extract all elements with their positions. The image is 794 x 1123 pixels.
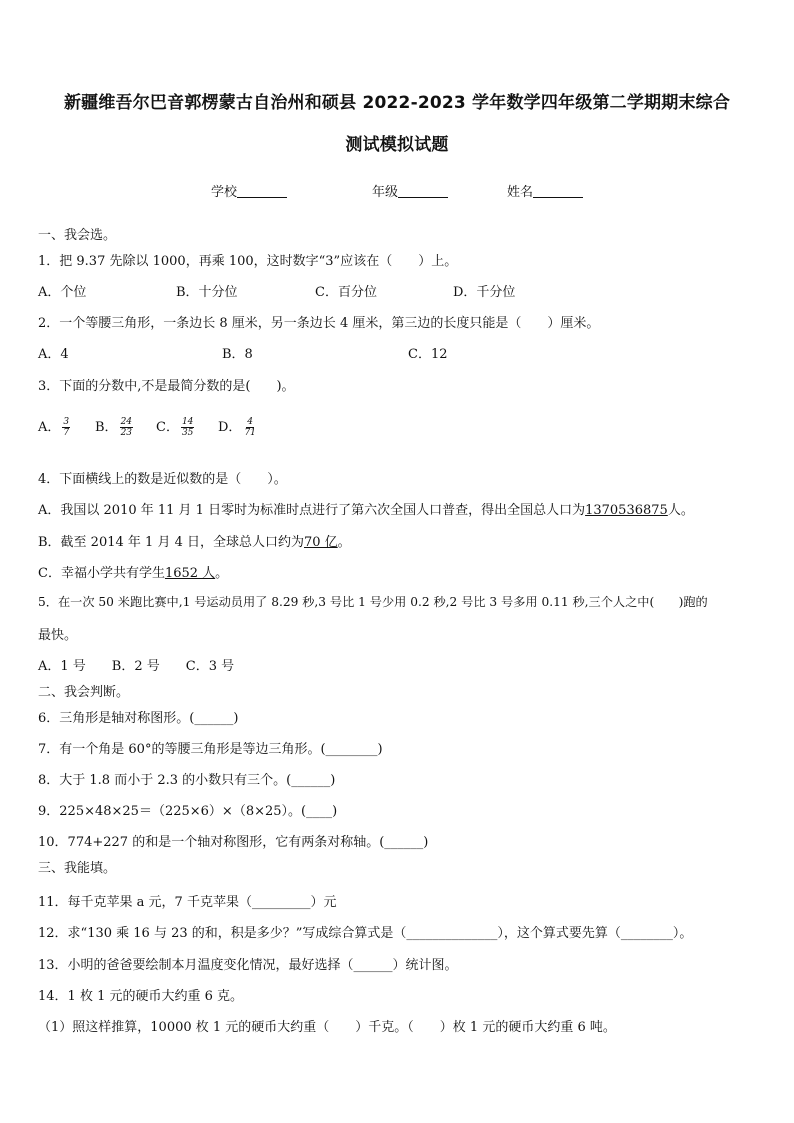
q4-b-suffix: 。 bbox=[337, 535, 351, 550]
q3-fraction-a bbox=[62, 417, 70, 438]
q3-b-denominator: 23 bbox=[120, 428, 133, 438]
section-heading-choice: 一、我会选。 bbox=[38, 228, 117, 243]
q4-a-text: A．我国以 2010 年 11 月 1 日零时为标准时点进行了第六次全国人口普查，得出全国总人口为 bbox=[38, 503, 586, 518]
q1-option-a[interactable]: A．个位 bbox=[38, 285, 87, 300]
question-5-cont: 最快。 bbox=[38, 628, 78, 643]
grade-field bbox=[372, 181, 448, 200]
q3-a-denominator: 7 bbox=[63, 428, 70, 438]
q3-option-c-label: C． bbox=[156, 420, 179, 435]
question-2: 2．一个等腰三角形，一条边长 8 厘米，另一条边长 4 厘米，第三边的长度只能是（ ）厘米。 bbox=[38, 316, 600, 331]
q4-a-number: 1370536875 bbox=[585, 503, 668, 518]
question-6: 6．三角形是轴对称图形。(______) bbox=[38, 711, 239, 726]
q3-d-numerator: 4 bbox=[247, 417, 254, 427]
q1-option-d[interactable]: D．千分位 bbox=[453, 285, 516, 300]
question-4: 4．下面横线上的数是近似数的是（ ）。 bbox=[38, 472, 287, 487]
q3-option-c[interactable] bbox=[156, 416, 194, 438]
q3-c-numerator: 14 bbox=[181, 417, 194, 427]
q4-a-suffix: 人。 bbox=[667, 503, 694, 518]
question-3: 3．下面的分数中,不是最简分数的是( )。 bbox=[38, 379, 295, 394]
q3-fraction-b bbox=[120, 417, 133, 438]
q2-option-b[interactable]: B．8 bbox=[222, 347, 253, 362]
question-11: 11．每千克苹果 a 元，7 千克苹果（_________）元 bbox=[38, 895, 337, 910]
question-5: 5．在一次 50 米跑比赛中,1 号运动员用了 8.29 秒,3 号比 1 号少用 0.2 秒,2 号比 3 号多用 0.11 秒,三个人之中( )跑的 bbox=[38, 595, 708, 609]
school-label: 学校 bbox=[211, 185, 238, 200]
q3-fraction-d bbox=[243, 417, 256, 438]
question-12: 12．求“130 乘 16 与 23 的和，积是多少？”写成综合算式是（______________），这个算式要先算（________）。 bbox=[38, 926, 693, 941]
doc-title-line1: 新疆维吾尔巴音郭楞蒙古自治州和硕县 2022-2023 学年数学四年级第二学期期末综合 bbox=[63, 93, 731, 113]
q4-b-text: B．截至 2014 年 1 月 4 日，全球总人口约为 bbox=[38, 535, 304, 550]
name-blank[interactable] bbox=[533, 184, 583, 198]
question-8: 8．大于 1.8 而小于 2.3 的小数只有三个。(______) bbox=[38, 773, 336, 788]
doc-title-line2: 测试模拟试题 bbox=[345, 135, 449, 155]
q2-option-c[interactable]: C．12 bbox=[408, 347, 448, 362]
q3-option-b-label: B． bbox=[95, 420, 118, 435]
name-field bbox=[507, 181, 583, 200]
q4-option-a[interactable] bbox=[38, 499, 694, 518]
q2-option-a[interactable]: A．4 bbox=[38, 347, 69, 362]
question-7: 7．有一个角是 60°的等腰三角形是等边三角形。(________) bbox=[38, 742, 383, 757]
q4-c-suffix: 。 bbox=[215, 566, 229, 581]
q3-a-numerator: 3 bbox=[63, 417, 70, 427]
q3-c-denominator: 35 bbox=[181, 428, 194, 438]
question-10: 10．774+227 的和是一个轴对称图形，它有两条对称轴。(______) bbox=[38, 835, 429, 850]
q3-d-denominator: 71 bbox=[244, 428, 256, 438]
question-14: 14．1 枚 1 元的硬币大约重 6 克。 bbox=[38, 989, 244, 1004]
school-blank[interactable] bbox=[237, 184, 287, 198]
question-14-sub1: （1）照这样推算，10000 枚 1 元的硬币大约重（ ）千克。（ ）枚 1 元的硬币大约重 6 吨。 bbox=[38, 1020, 616, 1035]
q1-option-b[interactable]: B．十分位 bbox=[176, 285, 238, 300]
question-1: 1．把 9.37 先除以 1000，再乘 100，这时数字“3”应该在（ ）上。 bbox=[38, 254, 458, 269]
q4-option-b[interactable] bbox=[38, 531, 351, 550]
q3-option-d-label: D． bbox=[218, 420, 242, 435]
q4-b-number: 70 亿 bbox=[303, 535, 338, 550]
q3-b-numerator: 24 bbox=[120, 417, 133, 427]
question-13: 13．小明的爸爸要绘制本月温度变化情况，最好选择（______）统计图。 bbox=[38, 958, 458, 973]
school-field bbox=[211, 181, 287, 200]
q3-option-a[interactable] bbox=[38, 416, 70, 438]
name-label: 姓名 bbox=[507, 185, 534, 200]
q3-fraction-c bbox=[181, 417, 194, 438]
section-heading-judge: 二、我会判断。 bbox=[38, 685, 130, 700]
q3-option-d[interactable] bbox=[218, 416, 257, 438]
q1-option-c[interactable]: C．百分位 bbox=[315, 285, 377, 300]
q3-option-a-label: A． bbox=[38, 420, 61, 435]
section-heading-fill: 三、我能填。 bbox=[38, 861, 117, 876]
q4-c-number: 1652 人 bbox=[164, 566, 216, 581]
q5-options[interactable]: A．1 号 B．2 号 C．3 号 bbox=[38, 659, 235, 674]
q3-option-b[interactable] bbox=[95, 416, 133, 438]
q4-c-text: C．幸福小学共有学生 bbox=[38, 566, 165, 581]
q4-option-c[interactable] bbox=[38, 562, 228, 581]
grade-blank[interactable] bbox=[398, 184, 448, 198]
grade-label: 年级 bbox=[372, 185, 399, 200]
question-9: 9．225×48×25＝（225×6）×（8×25）。(____) bbox=[38, 804, 338, 819]
